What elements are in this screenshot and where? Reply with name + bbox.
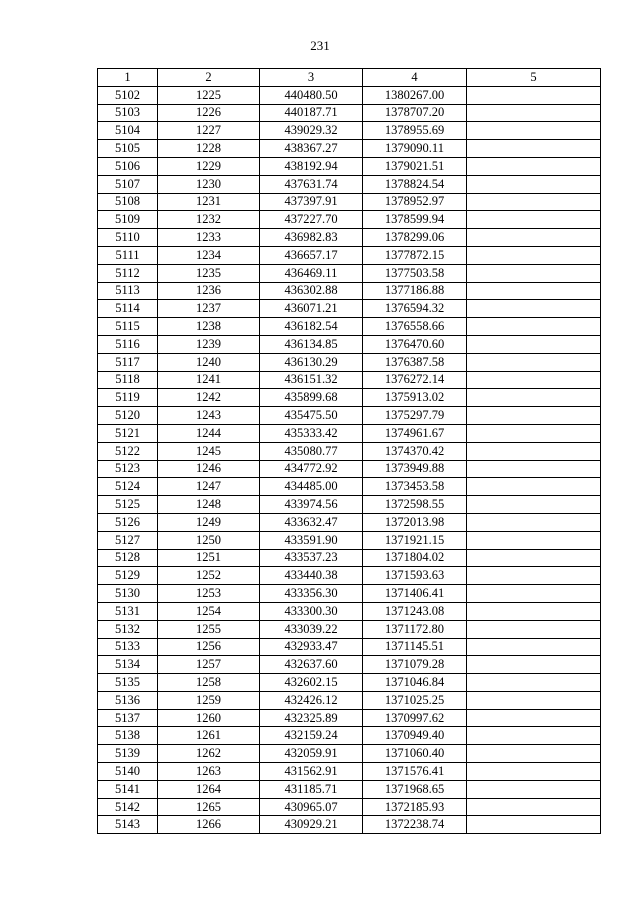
- table-row: [98, 122, 601, 140]
- table-cell: [467, 318, 601, 336]
- table-cell: 436151.32: [260, 371, 363, 389]
- table-cell: 5122: [98, 442, 158, 460]
- table-row: [98, 86, 601, 104]
- table-cell: 1373453.58: [363, 478, 467, 496]
- table-row: [98, 229, 601, 247]
- table-cell: 1378299.06: [363, 229, 467, 247]
- table-cell: 1379021.51: [363, 157, 467, 175]
- table-cell: 1256: [158, 638, 260, 656]
- table-cell: 5118: [98, 371, 158, 389]
- table-row: [98, 763, 601, 781]
- table-row: [98, 816, 601, 834]
- table-cell: [467, 585, 601, 603]
- table-cell: 5136: [98, 691, 158, 709]
- table-row: [98, 531, 601, 549]
- table-row: [98, 246, 601, 264]
- table-row: [98, 602, 601, 620]
- table-cell: 1234: [158, 246, 260, 264]
- table-cell: 5104: [98, 122, 158, 140]
- table-cell: 1377872.15: [363, 246, 467, 264]
- table-cell: [467, 157, 601, 175]
- table-cell: 5123: [98, 460, 158, 478]
- table-cell: [467, 282, 601, 300]
- table-cell: 433537.23: [260, 549, 363, 567]
- table-cell: [467, 674, 601, 692]
- table-cell: [467, 211, 601, 229]
- table-cell: [467, 727, 601, 745]
- table-cell: 436469.11: [260, 264, 363, 282]
- column-header: 1: [98, 69, 158, 87]
- table-cell: 1252: [158, 567, 260, 585]
- table-cell: 435333.42: [260, 424, 363, 442]
- table-cell: 431562.91: [260, 763, 363, 781]
- table-header-row: [98, 69, 601, 87]
- table-cell: 436982.83: [260, 229, 363, 247]
- table-cell: 1371145.51: [363, 638, 467, 656]
- table-cell: 5138: [98, 727, 158, 745]
- table-row: [98, 318, 601, 336]
- table-row: [98, 300, 601, 318]
- table-cell: [467, 638, 601, 656]
- table-cell: 1236: [158, 282, 260, 300]
- table-cell: 1259: [158, 691, 260, 709]
- table-cell: 1226: [158, 104, 260, 122]
- coordinates-table: [97, 68, 601, 834]
- table-cell: 1371172.80: [363, 620, 467, 638]
- table-cell: 5137: [98, 709, 158, 727]
- table-cell: 1371079.28: [363, 656, 467, 674]
- table-cell: [467, 567, 601, 585]
- table-row: [98, 585, 601, 603]
- table-cell: 5116: [98, 335, 158, 353]
- table-cell: 1227: [158, 122, 260, 140]
- table-cell: 5103: [98, 104, 158, 122]
- table-cell: 1371046.84: [363, 674, 467, 692]
- table-cell: [467, 389, 601, 407]
- table-cell: 439029.32: [260, 122, 363, 140]
- table-cell: 1235: [158, 264, 260, 282]
- table-cell: 434485.00: [260, 478, 363, 496]
- table-cell: [467, 513, 601, 531]
- table-cell: 1262: [158, 745, 260, 763]
- table-row: [98, 442, 601, 460]
- table-cell: 1237: [158, 300, 260, 318]
- column-header: 2: [158, 69, 260, 87]
- table-cell: 5126: [98, 513, 158, 531]
- table-cell: [467, 691, 601, 709]
- table-cell: [467, 335, 601, 353]
- table-cell: 435080.77: [260, 442, 363, 460]
- table-cell: 1376594.32: [363, 300, 467, 318]
- table-row: [98, 175, 601, 193]
- table-cell: 432426.12: [260, 691, 363, 709]
- table-cell: 1263: [158, 763, 260, 781]
- table-cell: 1377186.88: [363, 282, 467, 300]
- table-cell: 1251: [158, 549, 260, 567]
- table-cell: 5115: [98, 318, 158, 336]
- table-cell: 433591.90: [260, 531, 363, 549]
- table-cell: 1372238.74: [363, 816, 467, 834]
- table-cell: 1378955.69: [363, 122, 467, 140]
- table-cell: 1233: [158, 229, 260, 247]
- table-cell: [467, 86, 601, 104]
- table-cell: 430929.21: [260, 816, 363, 834]
- table-cell: 5131: [98, 602, 158, 620]
- table-cell: 430965.07: [260, 798, 363, 816]
- table-row: [98, 780, 601, 798]
- table-row: [98, 478, 601, 496]
- table-cell: [467, 496, 601, 514]
- table-cell: [467, 656, 601, 674]
- table-cell: 1373949.88: [363, 460, 467, 478]
- table-cell: 436657.17: [260, 246, 363, 264]
- table-cell: 1370949.40: [363, 727, 467, 745]
- table-cell: [467, 353, 601, 371]
- table-cell: [467, 371, 601, 389]
- page-number: 231: [310, 38, 330, 53]
- table-cell: 432325.89: [260, 709, 363, 727]
- table-cell: 1229: [158, 157, 260, 175]
- table-cell: 1371576.41: [363, 763, 467, 781]
- table-cell: 1372598.55: [363, 496, 467, 514]
- table-cell: 440187.71: [260, 104, 363, 122]
- table-cell: 433300.30: [260, 602, 363, 620]
- table-cell: 1371025.25: [363, 691, 467, 709]
- table-cell: [467, 549, 601, 567]
- table-cell: 1371243.08: [363, 602, 467, 620]
- table-cell: 436182.54: [260, 318, 363, 336]
- table-cell: 1241: [158, 371, 260, 389]
- table-cell: 1247: [158, 478, 260, 496]
- table-cell: [467, 620, 601, 638]
- table-cell: 1250: [158, 531, 260, 549]
- table-cell: 433974.56: [260, 496, 363, 514]
- table-cell: 5127: [98, 531, 158, 549]
- table-cell: 5143: [98, 816, 158, 834]
- table-cell: 1370997.62: [363, 709, 467, 727]
- table-row: [98, 620, 601, 638]
- table-cell: [467, 407, 601, 425]
- table-cell: 440480.50: [260, 86, 363, 104]
- table-cell: 1246: [158, 460, 260, 478]
- table-cell: 5129: [98, 567, 158, 585]
- table-cell: 437631.74: [260, 175, 363, 193]
- table-row: [98, 407, 601, 425]
- table-cell: [467, 780, 601, 798]
- table-cell: 1380267.00: [363, 86, 467, 104]
- table-cell: 1238: [158, 318, 260, 336]
- table-cell: 1372185.93: [363, 798, 467, 816]
- table-cell: 1260: [158, 709, 260, 727]
- table-cell: 1265: [158, 798, 260, 816]
- table-cell: 1264: [158, 780, 260, 798]
- table-cell: [467, 745, 601, 763]
- table-cell: 5142: [98, 798, 158, 816]
- table-cell: 436134.85: [260, 335, 363, 353]
- table-row: [98, 389, 601, 407]
- table-cell: 5141: [98, 780, 158, 798]
- table-cell: 1378824.54: [363, 175, 467, 193]
- table-cell: 1374370.42: [363, 442, 467, 460]
- table-row: [98, 211, 601, 229]
- table-cell: 5112: [98, 264, 158, 282]
- table-row: [98, 335, 601, 353]
- table-cell: 433632.47: [260, 513, 363, 531]
- table-row: [98, 140, 601, 158]
- table-cell: [467, 424, 601, 442]
- table-row: [98, 638, 601, 656]
- column-header: 4: [363, 69, 467, 87]
- table-cell: 1254: [158, 602, 260, 620]
- table-cell: 435899.68: [260, 389, 363, 407]
- table-cell: 437227.70: [260, 211, 363, 229]
- table-cell: [467, 602, 601, 620]
- table-cell: 1371060.40: [363, 745, 467, 763]
- table-cell: 5108: [98, 193, 158, 211]
- table-cell: 5111: [98, 246, 158, 264]
- table-body: [98, 86, 601, 833]
- table-cell: 1248: [158, 496, 260, 514]
- table-cell: [467, 478, 601, 496]
- table-cell: 1371406.41: [363, 585, 467, 603]
- table-row: [98, 353, 601, 371]
- table-cell: 432059.91: [260, 745, 363, 763]
- table-cell: 1371804.02: [363, 549, 467, 567]
- table-row: [98, 709, 601, 727]
- table-row: [98, 193, 601, 211]
- table-cell: 434772.92: [260, 460, 363, 478]
- table-cell: 1240: [158, 353, 260, 371]
- table-cell: 1376272.14: [363, 371, 467, 389]
- table-cell: [467, 140, 601, 158]
- table-cell: 1225: [158, 86, 260, 104]
- table-row: [98, 674, 601, 692]
- table-cell: 1255: [158, 620, 260, 638]
- table-cell: 1257: [158, 656, 260, 674]
- table-cell: 433039.22: [260, 620, 363, 638]
- table-cell: 5124: [98, 478, 158, 496]
- table-cell: 1378599.94: [363, 211, 467, 229]
- table-cell: 5132: [98, 620, 158, 638]
- table-cell: 1266: [158, 816, 260, 834]
- table-cell: 5121: [98, 424, 158, 442]
- table-cell: 1377503.58: [363, 264, 467, 282]
- table-row: [98, 264, 601, 282]
- table-cell: 5120: [98, 407, 158, 425]
- table-cell: 1261: [158, 727, 260, 745]
- table-cell: [467, 193, 601, 211]
- table-cell: 1239: [158, 335, 260, 353]
- table-cell: [467, 460, 601, 478]
- table-cell: 436130.29: [260, 353, 363, 371]
- table-cell: [467, 442, 601, 460]
- table-cell: 433356.30: [260, 585, 363, 603]
- table-row: [98, 656, 601, 674]
- table-row: [98, 745, 601, 763]
- table-row: [98, 496, 601, 514]
- table-cell: 1249: [158, 513, 260, 531]
- table-cell: 5140: [98, 763, 158, 781]
- table-cell: [467, 122, 601, 140]
- table-cell: 5105: [98, 140, 158, 158]
- table-cell: 1371593.63: [363, 567, 467, 585]
- table-cell: 438192.94: [260, 157, 363, 175]
- table-cell: 1375297.79: [363, 407, 467, 425]
- table-cell: [467, 709, 601, 727]
- table-cell: 5102: [98, 86, 158, 104]
- table-cell: 1258: [158, 674, 260, 692]
- table-cell: [467, 798, 601, 816]
- table-cell: 1253: [158, 585, 260, 603]
- table-cell: [467, 229, 601, 247]
- table-cell: [467, 300, 601, 318]
- table-cell: [467, 175, 601, 193]
- table-cell: 1378707.20: [363, 104, 467, 122]
- table-cell: 1244: [158, 424, 260, 442]
- table-cell: 5135: [98, 674, 158, 692]
- table-cell: 5110: [98, 229, 158, 247]
- table-row: [98, 460, 601, 478]
- table-row: [98, 513, 601, 531]
- table-cell: 1242: [158, 389, 260, 407]
- table-row: [98, 549, 601, 567]
- table-cell: 1372013.98: [363, 513, 467, 531]
- table-cell: 1371921.15: [363, 531, 467, 549]
- table-cell: 5113: [98, 282, 158, 300]
- table-cell: 432159.24: [260, 727, 363, 745]
- table-cell: 438367.27: [260, 140, 363, 158]
- table-row: [98, 157, 601, 175]
- table-cell: 1374961.67: [363, 424, 467, 442]
- table-cell: [467, 816, 601, 834]
- table-cell: 5107: [98, 175, 158, 193]
- table-cell: 5119: [98, 389, 158, 407]
- table-cell: 5130: [98, 585, 158, 603]
- table-row: [98, 691, 601, 709]
- table-cell: 436302.88: [260, 282, 363, 300]
- table-cell: 5133: [98, 638, 158, 656]
- table-cell: [467, 246, 601, 264]
- table-cell: 1230: [158, 175, 260, 193]
- table-cell: [467, 264, 601, 282]
- table-cell: 1245: [158, 442, 260, 460]
- table-cell: 1376470.60: [363, 335, 467, 353]
- table-cell: 1231: [158, 193, 260, 211]
- column-header: 5: [467, 69, 601, 87]
- table-cell: 433440.38: [260, 567, 363, 585]
- table-cell: 431185.71: [260, 780, 363, 798]
- table-cell: 5117: [98, 353, 158, 371]
- table-cell: 1376387.58: [363, 353, 467, 371]
- table-row: [98, 567, 601, 585]
- table-cell: 5139: [98, 745, 158, 763]
- table-row: [98, 727, 601, 745]
- table-cell: 436071.21: [260, 300, 363, 318]
- table-cell: [467, 531, 601, 549]
- table-cell: 1376558.66: [363, 318, 467, 336]
- table-cell: 1378952.97: [363, 193, 467, 211]
- table-cell: 1371968.65: [363, 780, 467, 798]
- table-cell: 5106: [98, 157, 158, 175]
- table-cell: 5128: [98, 549, 158, 567]
- table-row: [98, 282, 601, 300]
- table-row: [98, 104, 601, 122]
- table-cell: 5109: [98, 211, 158, 229]
- table-cell: 432637.60: [260, 656, 363, 674]
- table-cell: 1375913.02: [363, 389, 467, 407]
- table-cell: 5114: [98, 300, 158, 318]
- table-cell: [467, 104, 601, 122]
- table-row: [98, 371, 601, 389]
- table-cell: 1243: [158, 407, 260, 425]
- table-cell: 5134: [98, 656, 158, 674]
- table-cell: 1232: [158, 211, 260, 229]
- table-cell: 1228: [158, 140, 260, 158]
- table-row: [98, 424, 601, 442]
- table-row: [98, 798, 601, 816]
- table-cell: 5125: [98, 496, 158, 514]
- table-cell: 432933.47: [260, 638, 363, 656]
- table-cell: 1379090.11: [363, 140, 467, 158]
- table-cell: 437397.91: [260, 193, 363, 211]
- column-header: 3: [260, 69, 363, 87]
- table-cell: [467, 763, 601, 781]
- table-cell: 432602.15: [260, 674, 363, 692]
- table-cell: 435475.50: [260, 407, 363, 425]
